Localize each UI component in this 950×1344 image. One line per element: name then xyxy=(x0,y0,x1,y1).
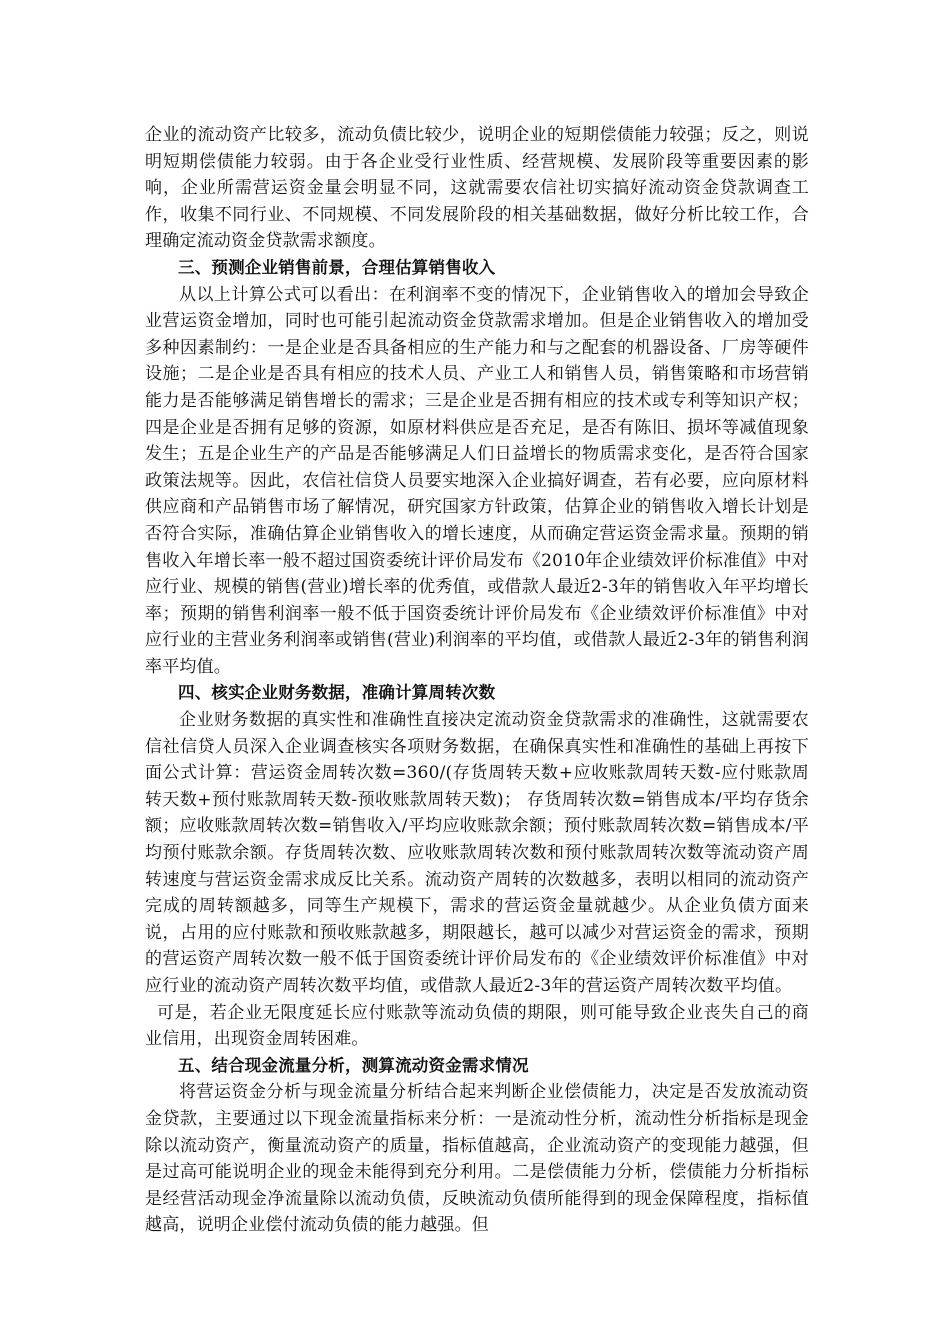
paragraph-section-3: 从以上计算公式可以看出：在利润率不变的情况下，企业销售收入的增加会导致企业营运资金增加，同时也可能引起流动资金贷款需求增加。但是企业销售收入的增加受多种因素制约：一是企业是否具备相应的生产能力和与之配套的机器设备、厂房等硬件设施；二是企业是否具有相应的技术人员、产业工人和销售人员，销售策略和市场营销能力是否能够满足销售增长的需求；三是企业是否拥有相应的技术或专利等知识产权；四是企业是否拥有足够的资源，如原材料供应是否充足，是否有陈旧、损坏等减值现象发生；五是企业生产的产品是否能够满足人们日益增长的物质需求变化，是否符合国家政策法规等。因此，农信社信贷人员要实地深入企业搞好调查，若有必要，应向原材料供应商和产品销售市场了解情况，研究国家方针政策，估算企业的销售收入增长计划是否符合实际，准确估算企业销售收入的增长速度，从而确定营运资金需求量。预期的销售收入年增长率一般不超过国资委统计评价局发布《2010年企业绩效评价标准值》中对应行业、规模的销售(营业)增长率的优秀值，或借款人最近2-3年的销售收入年平均增长率；预期的销售利润率一般不低于国资委统计评价局发布《企业绩效评价标准值》中对应行业的主营业务利润率或销售(营业)利润率的平均值，或借款人最近2-3年的销售利润率平均值。 xyxy=(145,284,809,677)
paragraph-section-4-note: 可是，若企业无限度延长应付账款等流动负债的期限，则可能导致企业丧失自己的商业信用，出现资金周转困难。 xyxy=(145,1002,809,1050)
section-heading-4: 四、核实企业财务数据，准确计算周转次数 xyxy=(178,683,496,703)
section-heading-3: 三、预测企业销售前景，合理估算销售收入 xyxy=(178,257,496,277)
paragraph-section-5: 将营运资金分析与现金流量分析结合起来判断企业偿债能力，决定是否发放流动资金贷款，主要通过以下现金流量指标来分析：一是流动性分析，流动性分析指标是现金除以流动资产，衡量流动资产的质量，指标值越高，企业流动资产的变现能力越强，但是过高可能说明企业的现金未能得到充分利用。二是偿债能力分析，偿债能力分析指标是经营活动现金净流量除以流动负债，反映流动负债所能得到的现金保障程度，指标值越高，说明企业偿付流动负债的能力越强。但 xyxy=(145,1082,809,1236)
section-heading-5: 五、结合现金流量分析，测算流动资金需求情况 xyxy=(178,1055,529,1075)
paragraph-intro: 企业的流动资产比较多，流动负债比较少，说明企业的短期偿债能力较强；反之，则说明短期偿债能力较弱。由于各企业受行业性质、经营规模、发展阶段等重要因素的影响，企业所需营运资金量会明显不同，这就需要农信社切实搞好流动资金贷款调查工作，收集不同行业、不同规模、不同发展阶段的相关基础数据，做好分析比较工作，合理确定流动资金贷款需求额度。 xyxy=(145,125,809,252)
paragraph-section-4: 企业财务数据的真实性和准确性直接决定流动资金贷款需求的准确性，这就需要农信社信贷人员深入企业调查核实各项财务数据，在确保真实性和准确性的基础上再按下面公式计算：营运资金周转次数=360/(存货周转天数+应收账款周转天数-应付账款周转天数+预付账款周转天数-预收账款周转天数)； 存货周转次数=销售成本/平均存货余额；应收账款周转次数=销售收入/平均应收账款余额；预付账款周转次数=销售成本/平均预付账款余额。存货周转次数、应收账款周转次数和预付账款周转次数等流动资产周转速度与营运资金需求成反比关系。流动资产周转的次数越多，表明以相同的流动资产完成的周转额越多，同等生产规模下，需求的营运资金量就越少。从企业负债方面来说，占用的应付账款和预收账款越多，期限越长，越可以减少对营运资金的需求，预期的营运资产周转次数一般不低于国资委统计评价局发布的《企业绩效评价标准值》中对应行业的流动资产周转次数平均值，或借款人最近2-3年的营运资产周转次数平均值。 xyxy=(145,710,809,996)
document-page xyxy=(145,122,809,1239)
